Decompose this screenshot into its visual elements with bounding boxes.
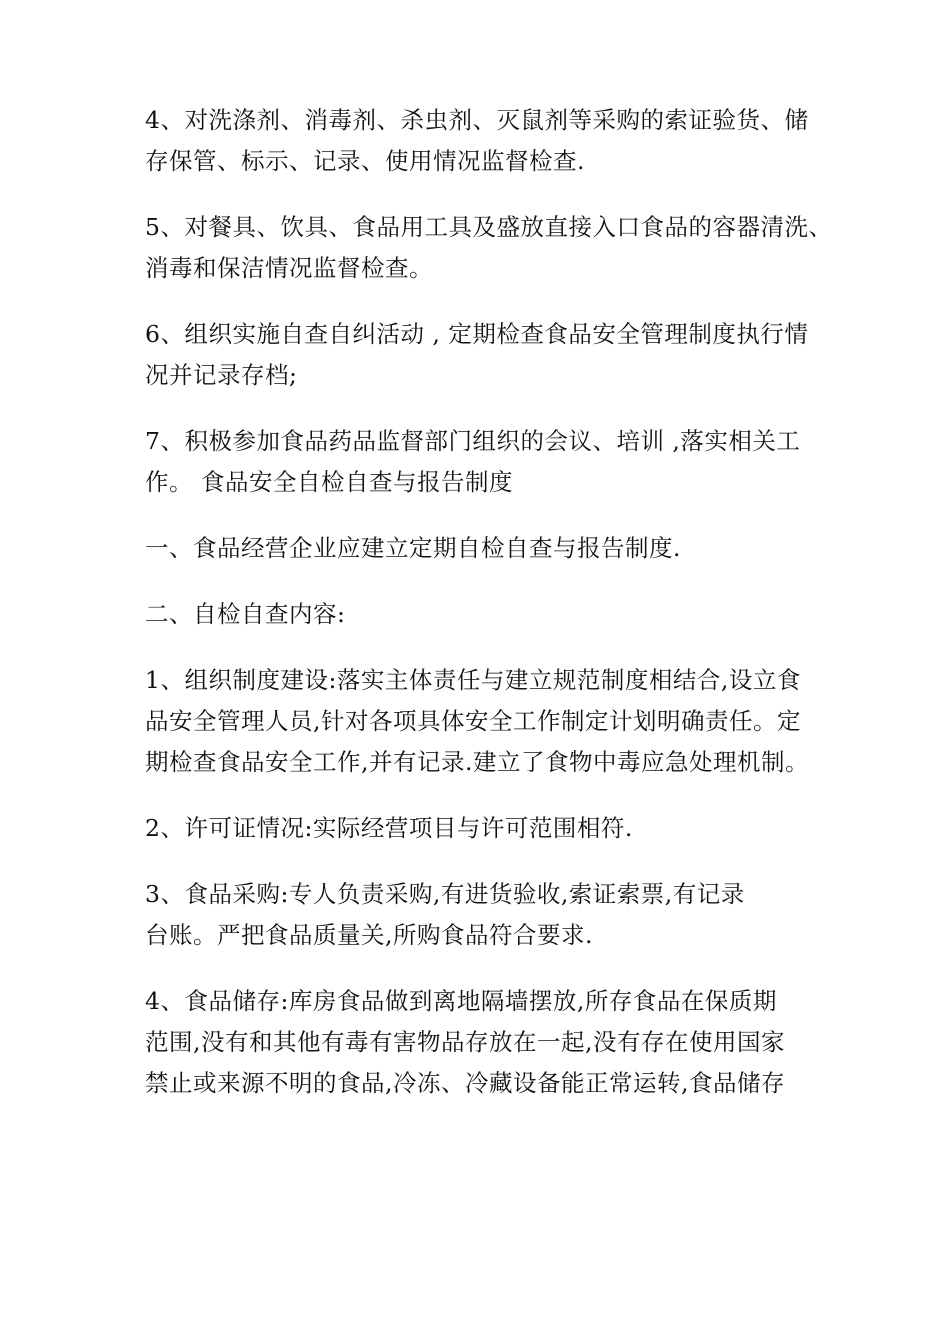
text-line: 期检查食品安全工作,并有记录.建立了食物中毒应急处理机制。 xyxy=(145,748,809,776)
text-line: 5、对餐具、饮具、食品用工具及盛放直接入口食品的容器清洗、 xyxy=(145,213,833,241)
paragraph-item-1-organization xyxy=(145,660,820,783)
document-body xyxy=(145,100,833,1129)
text-line: 消毒和保洁情况监督检查。 xyxy=(145,254,433,282)
paragraph-item-3-procurement xyxy=(145,874,820,956)
text-line: 作。 食品安全自检自查与报告制度 xyxy=(145,468,513,496)
text-line: 品安全管理人员,针对各项具体安全工作制定计划明确责任。定 xyxy=(145,707,801,735)
text-line: 7、积极参加食品药品监督部门组织的会议、培训 ,落实相关工 xyxy=(145,427,801,455)
text-line: 况并记录存档; xyxy=(145,361,298,389)
text-line: 一、食品经营企业应建立定期自检自查与报告制度. xyxy=(145,534,681,562)
paragraph-item-7-training xyxy=(145,421,820,503)
text-line: 存保管、标示、记录、使用情况监督检查. xyxy=(145,147,585,175)
paragraph-section-1 xyxy=(145,528,820,569)
text-line: 6、组织实施自查自纠活动 , 定期检查食品安全管理制度执行情 xyxy=(145,320,809,348)
text-line: 台账。严把食品质量关,所购食品符合要求. xyxy=(145,921,593,949)
text-line: 3、食品采购:专人负责采购,有进货验收,索证索票,有记录 xyxy=(145,880,745,908)
text-line: 禁止或来源不明的食品,冷冻、冷藏设备能正常运转,食品储存 xyxy=(145,1069,785,1097)
paragraph-section-2 xyxy=(145,594,820,635)
text-line: 4、食品储存:库房食品做到离地隔墙摆放,所存食品在保质期 xyxy=(145,987,777,1015)
text-line: 范围,没有和其他有毒有害物品存放在一起,没有存在使用国家 xyxy=(145,1028,785,1056)
paragraph-item-6-self-inspection xyxy=(145,314,820,396)
text-line: 4、对洗涤剂、消毒剂、杀虫剂、灭鼠剂等采购的索证验货、储 xyxy=(145,106,809,134)
paragraph-item-4-storage xyxy=(145,981,820,1104)
text-line: 二、自检自查内容: xyxy=(145,600,346,628)
paragraph-item-4-cleaning-agents xyxy=(145,100,820,182)
paragraph-item-2-license xyxy=(145,808,820,849)
text-line: 2、许可证情况:实际经营项目与许可范围相符. xyxy=(145,814,633,842)
paragraph-item-5-tableware xyxy=(145,207,833,289)
text-line: 1、组织制度建设:落实主体责任与建立规范制度相结合,设立食 xyxy=(145,666,801,694)
